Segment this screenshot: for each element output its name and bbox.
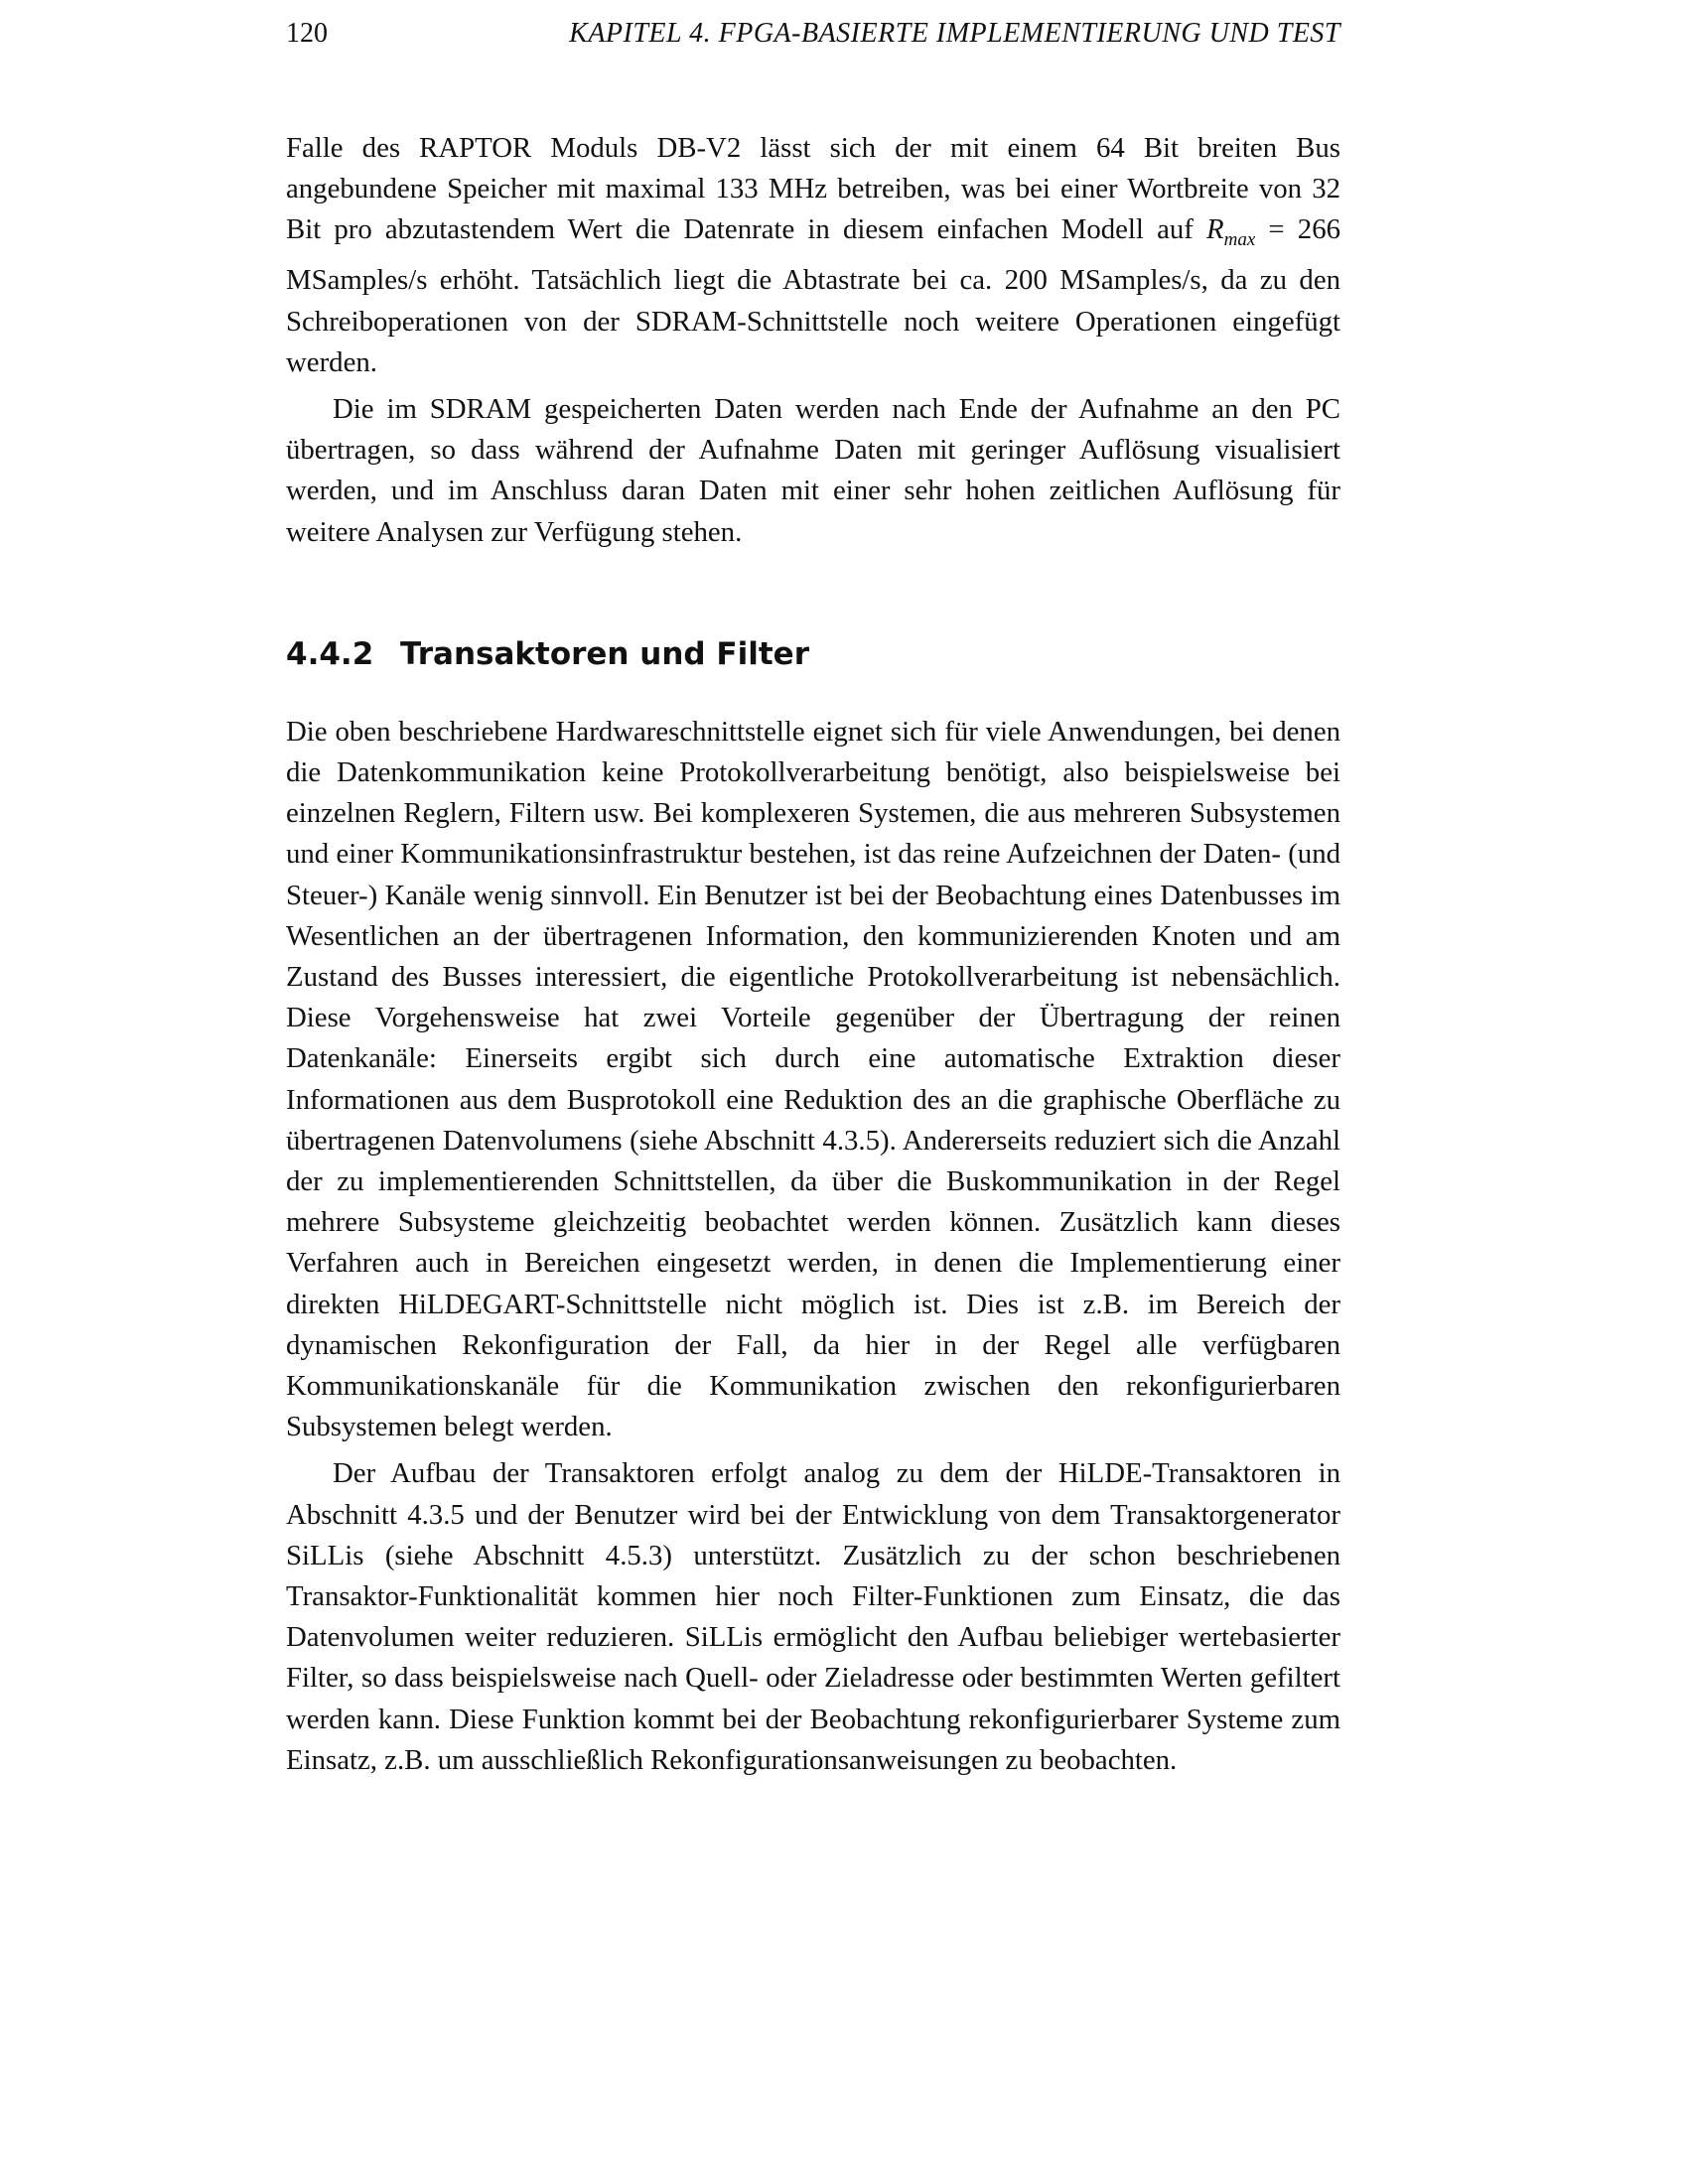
paragraph-text: Falle des RAPTOR Moduls DB-V2 lässt sich der mit einem 64 Bit breiten Bus angebundene Speicher mit maximal 133 MHz betreiben, was bei einer Wortbreite von 32 Bit pro abzutastendem Wert die Datenrate in diesem einfachen Modell auf (286, 132, 1340, 246)
page-number: 120 (286, 18, 328, 49)
paragraph-raptor-memory (286, 128, 1340, 383)
paragraph-transaktoren: Der Aufbau der Transaktoren erfolgt analog zu dem der HiLDE-Transaktoren in Abschnitt 4.3.5 und der Benutzer wird bei der Entwicklung von dem Transaktorgenerator SiLLis (siehe Abschnitt 4.5.3) unterstützt. Zusätzlich zu der schon beschriebenen Transaktor-Funktionalität kommen hier noch Filter-Funktionen zum Einsatz, die das Datenvolumen weiter reduzieren. SiLLis ermöglicht den Aufbau beliebiger wertebasierter Filter, so dass beispielsweise nach Quell- oder Zieladresse oder bestimmten Werten gefiltert werden kann. Diese Funktion kommt bei der Beobachtung rekonfigurierbarer Systeme zum Einsatz, z.B. um ausschließlich Rekonfigurationsanweisungen zu beobachten. (286, 1457, 1340, 1776)
section-heading (286, 634, 1340, 674)
body-text (286, 128, 1340, 1787)
math-symbol: R (1206, 213, 1224, 246)
chapter-title: KAPITEL 4. FPGA-BASIERTE IMPLEMENTIERUNG UND TEST (569, 18, 1340, 49)
section-title: Transaktoren und Filter (400, 635, 809, 672)
paragraph-sdram-transfer: Die im SDRAM gespeicherten Daten werden nach Ende der Aufnahme an den PC übertragen, so dass während der Aufnahme Daten mit geringer Auflösung visualisiert werden, und im Anschluss daran Daten mit einer sehr hohen zeitlichen Auflösung für weitere Analysen zur Verfügung stehen. (286, 392, 1340, 548)
math-subscript: max (1223, 229, 1256, 251)
paragraph-hardware-interface: Die oben beschriebene Hardwareschnittstelle eignet sich für viele Anwendungen, bei denen die Datenkommunikation keine Protokollverarbeitung benötigt, also beispielsweise bei einzelnen Reglern, Filtern usw. Bei komplexeren Systemen, die aus mehreren Subsystemen und einer Kommunikationsinfrastruktur bestehen, ist das reine Aufzeichnen der Daten- (und Steuer-) Kanäle wenig sinnvoll. Ein Benutzer ist bei der Beobachtung eines Datenbusses im Wesentlichen an der übertragenen Information, den kommunizierenden Knoten und am Zustand des Busses interessiert, die eigentliche Protokollverarbeitung ist nebensächlich. Diese Vorgehensweise hat zwei Vorteile gegenüber der Übertragung der reinen Datenkanäle: Einerseits ergibt sich durch eine automatische Extraktion dieser Informationen aus dem Busprotokoll eine Reduktion des an die graphische Oberfläche zu übertragenen Datenvolumens (siehe Abschnitt 4.3.5). Andererseits reduziert sich die Anzahl der zu implementierenden Schnittstellen, da über die Buskommunikation in der Regel mehrere Subsysteme gleichzeitig beobachtet werden können. Zusätzlich kann dieses Verfahren auch in Bereichen eingesetzt werden, in denen die Implementierung einer direkten HiLDEGART-Schnittstelle nicht möglich ist. Dies ist z.B. im Bereich der dynamischen Rekonfiguration der Fall, da hier in der Regel alle verfügbaren Kommunikationskanäle für die Kommunikation zwischen den rekonfigurierbaren Subsystemen belegt werden. (286, 715, 1340, 1443)
running-header (286, 14, 1340, 54)
math-r-max (1206, 213, 1256, 251)
section-number: 4.4.2 (286, 635, 374, 672)
paragraph-text: = 266 MSamples/s erhöht. Tatsächlich liegt die Abtastrate bei ca. 200 MSamples/s, da zu den Schreiboperationen von der SDRAM-Schnittstelle noch weitere Operationen eingefügt werden. (286, 213, 1341, 378)
